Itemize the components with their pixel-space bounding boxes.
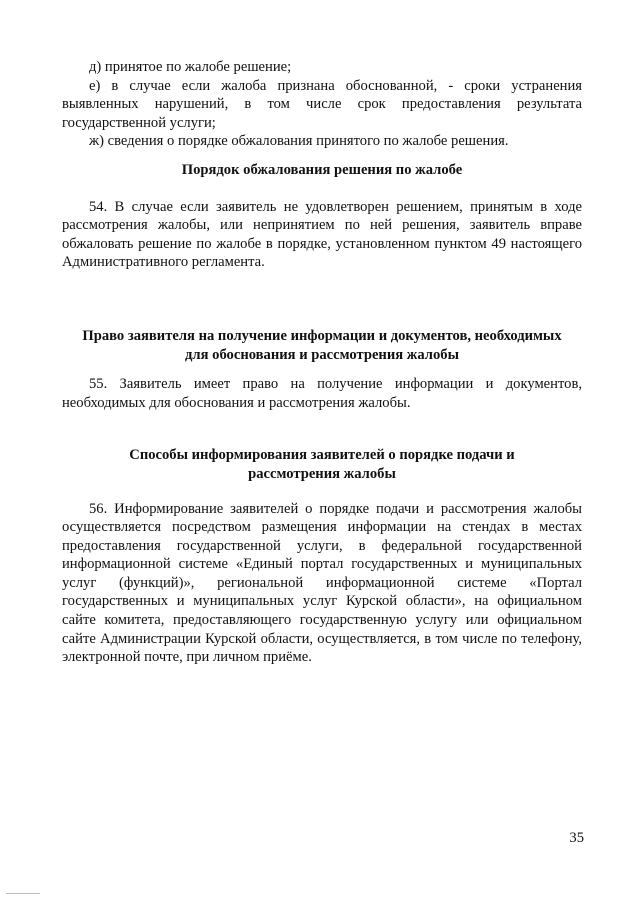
- paragraph-54: 54. В случае если заявитель не удовлетворен решением, принятым в ходе рассмотрения жалобы, или непринятием по ней решения, заявитель вправе обжаловать решение по жалобе в порядке, установленном пунктом 49 настоящего Административного регламента.: [62, 198, 582, 271]
- list-item-e: е) в случае если жалоба признана обоснованной, - сроки устранения выявленных нарушений, в том числе срок предоставления результата государственной услуги;: [62, 77, 582, 131]
- paragraph-55: 55. Заявитель имеет право на получение информации и документов, необходимых для обоснования и рассмотрения жалобы.: [62, 376, 582, 411]
- section-heading-appeal: Порядок обжалования решения по жалобе: [181, 161, 463, 178]
- section-heading-inform-line2: рассмотрения жалобы: [248, 465, 396, 482]
- section-heading-inform-line1: Способы информирования заявителей о порядке подачи и: [129, 447, 515, 464]
- paragraph-56: 56. Информирование заявителей о порядке подачи и рассмотрения жалобы осуществляется посредством размещения информации на стендах в местах предоставления государственной услуги, в федеральной государственной информационной системе «Единый портал государственных и муниципальных услуг (функций)», региональной информационной системе «Портал государственных и муниципальных услуг Курской области», на официальном сайте комитета, предоставляющего государственную услугу или официальном сайте Администрации Курской области, осуществляется, в том числе по телефону, электронной почте, при личном приёме.: [62, 500, 582, 666]
- list-item-d: д) принятое по жалобе решение;: [89, 59, 292, 75]
- section-heading-inform: [62, 446, 582, 483]
- section-heading-rights-line2: для обоснования и рассмотрения жалобы: [185, 346, 459, 363]
- page-number: 35: [569, 830, 584, 846]
- document-page: [62, 58, 582, 667]
- section-heading-rights-line1: Право заявителя на получение информации и документов, необходимых: [82, 327, 562, 344]
- scan-edge-mark: [6, 893, 40, 894]
- list-item-zh: ж) сведения о порядке обжалования принятого по жалобе решения.: [89, 133, 509, 150]
- section-heading-rights: [62, 327, 582, 364]
